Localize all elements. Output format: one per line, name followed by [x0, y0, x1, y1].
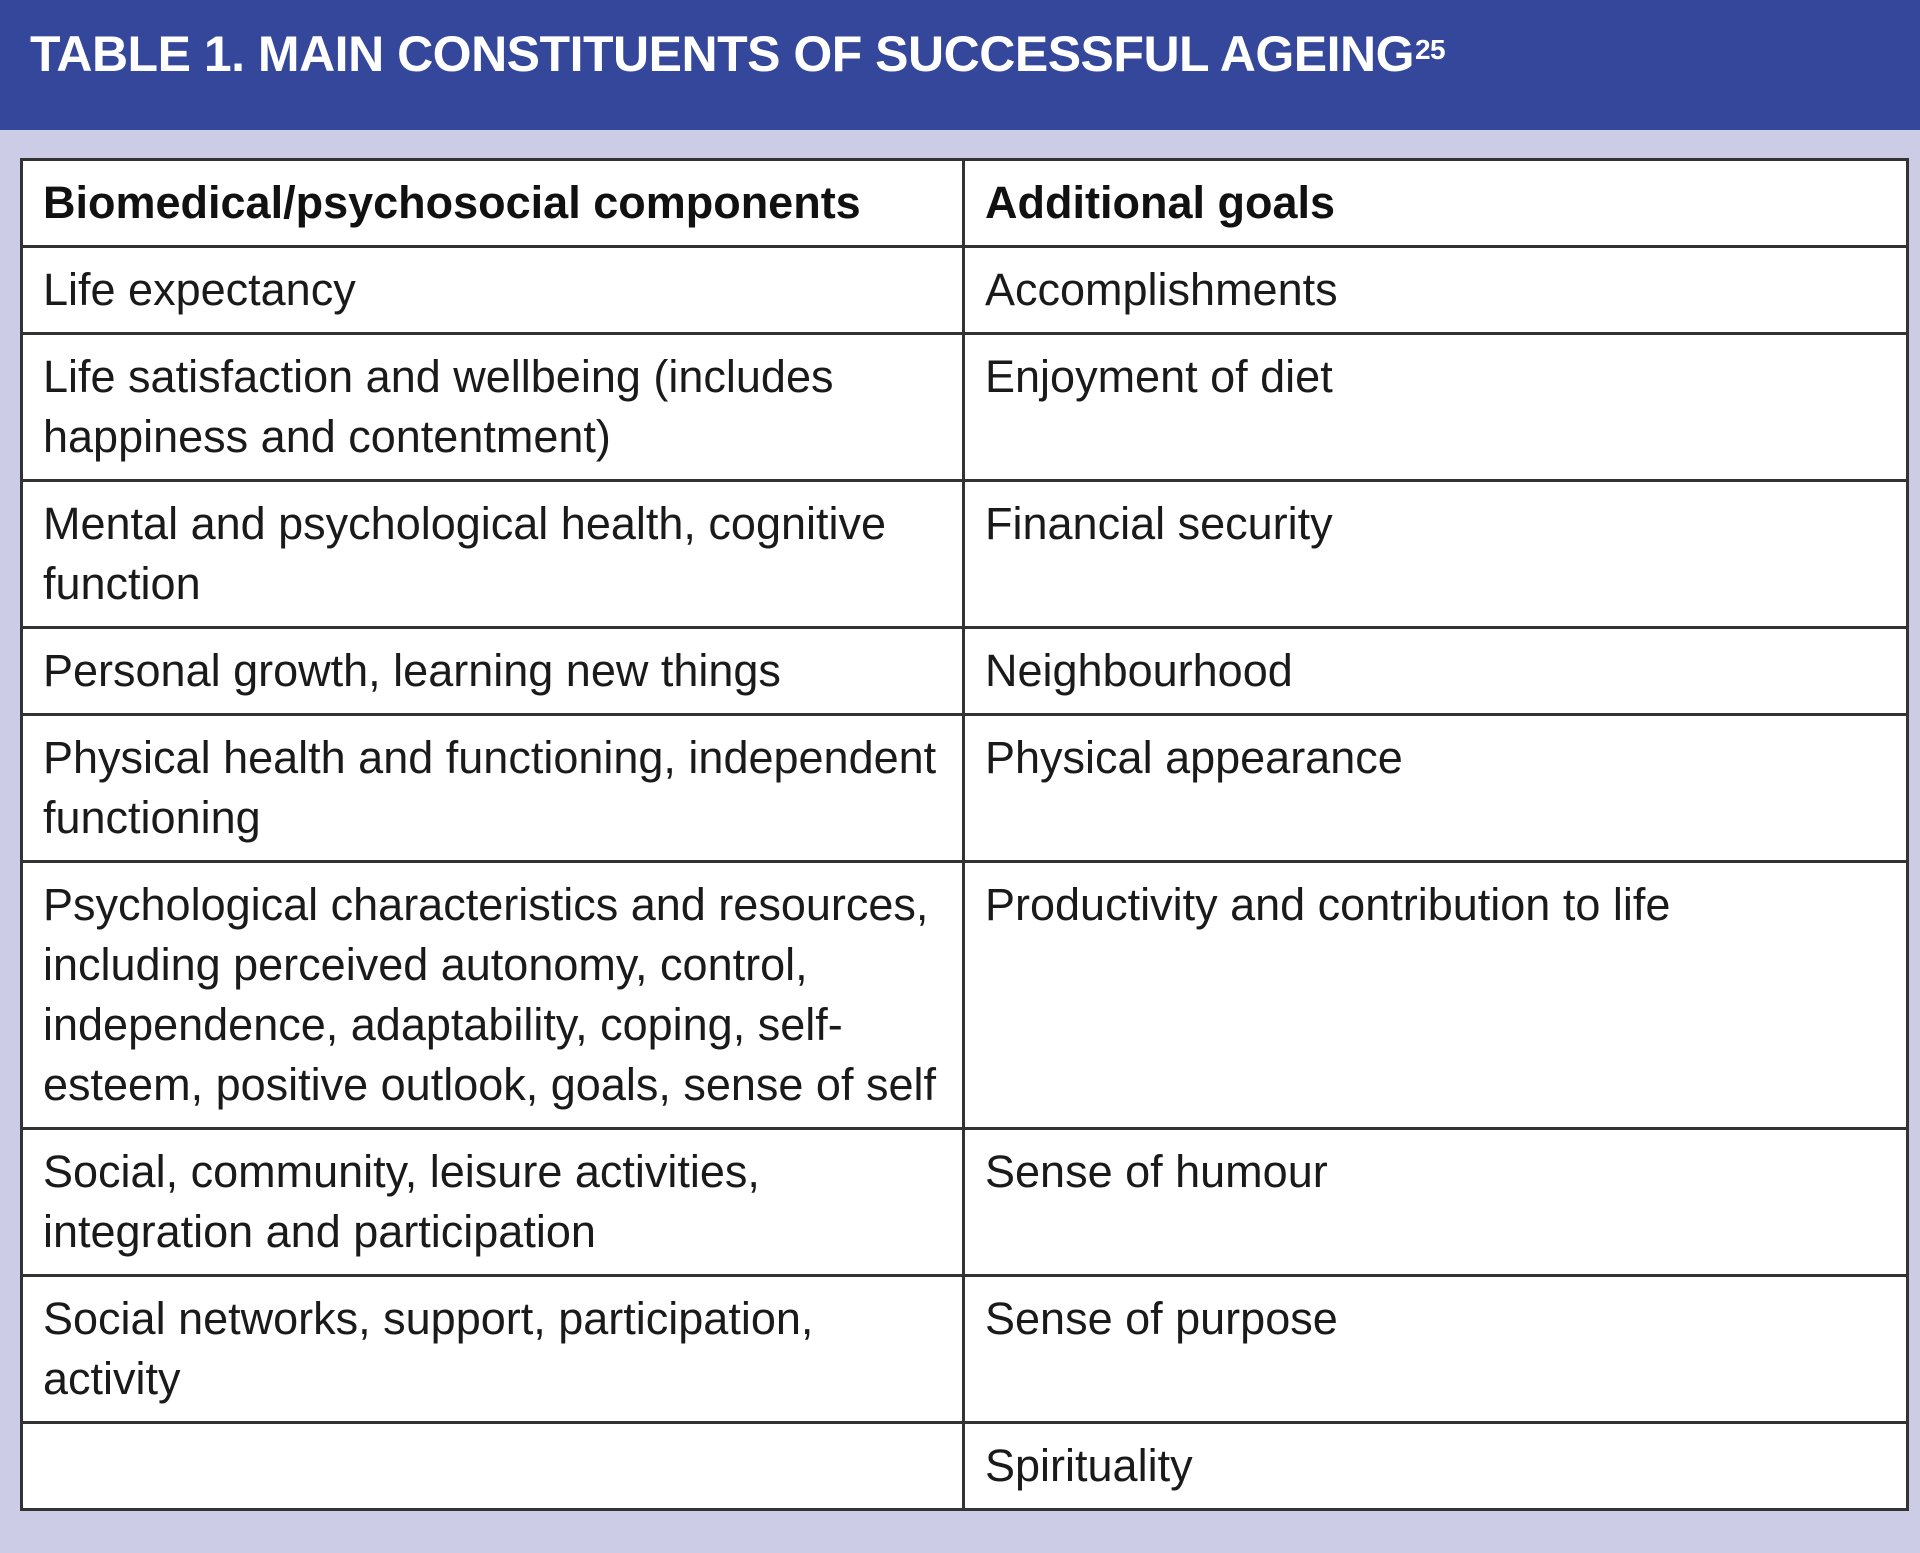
table-row [22, 1276, 1908, 1423]
table-container [20, 158, 1906, 1511]
cell-goal: Accomplishments [964, 247, 1908, 334]
cell-component: Personal growth, learning new things [22, 628, 964, 715]
constituents-table [20, 158, 1909, 1511]
cell-component: Psychological characteristics and resources, including perceived autonomy, control, independence, adaptability, coping, self-esteem, positive outlook, goals, sense of self [22, 862, 964, 1129]
title-bar [0, 0, 1920, 130]
cell-component: Life satisfaction and wellbeing (includes happiness and contentment) [22, 334, 964, 481]
cell-component: Physical health and functioning, independent functioning [22, 715, 964, 862]
table-row [22, 247, 1908, 334]
cell-goal: Sense of purpose [964, 1276, 1908, 1423]
table-row [22, 862, 1908, 1129]
cell-goal: Productivity and contribution to life [964, 862, 1908, 1129]
header-additional-goals: Additional goals [964, 160, 1908, 247]
cell-component-empty [22, 1423, 964, 1510]
cell-component: Mental and psychological health, cognitive function [22, 481, 964, 628]
table-row [22, 628, 1908, 715]
table-header-row [22, 160, 1908, 247]
table-row [22, 1129, 1908, 1276]
header-biomedical-components: Biomedical/psychosocial components [22, 160, 964, 247]
table-row [22, 715, 1908, 862]
table-row [22, 481, 1908, 628]
cell-goal: Physical appearance [964, 715, 1908, 862]
cell-goal: Neighbourhood [964, 628, 1908, 715]
cell-goal: Financial security [964, 481, 1908, 628]
cell-goal: Spirituality [964, 1423, 1908, 1510]
table-row [22, 334, 1908, 481]
cell-goal: Sense of humour [964, 1129, 1908, 1276]
cell-component: Social networks, support, participation, activity [22, 1276, 964, 1423]
table-row [22, 1423, 1908, 1510]
cell-goal: Enjoyment of diet [964, 334, 1908, 481]
table-title [30, 24, 1920, 84]
table-title-reference: 25 [1414, 34, 1446, 65]
cell-component: Social, community, leisure activities, integration and participation [22, 1129, 964, 1276]
table-title-text: TABLE 1. MAIN CONSTITUENTS OF SUCCESSFUL AGEING [30, 26, 1414, 82]
cell-component: Life expectancy [22, 247, 964, 334]
